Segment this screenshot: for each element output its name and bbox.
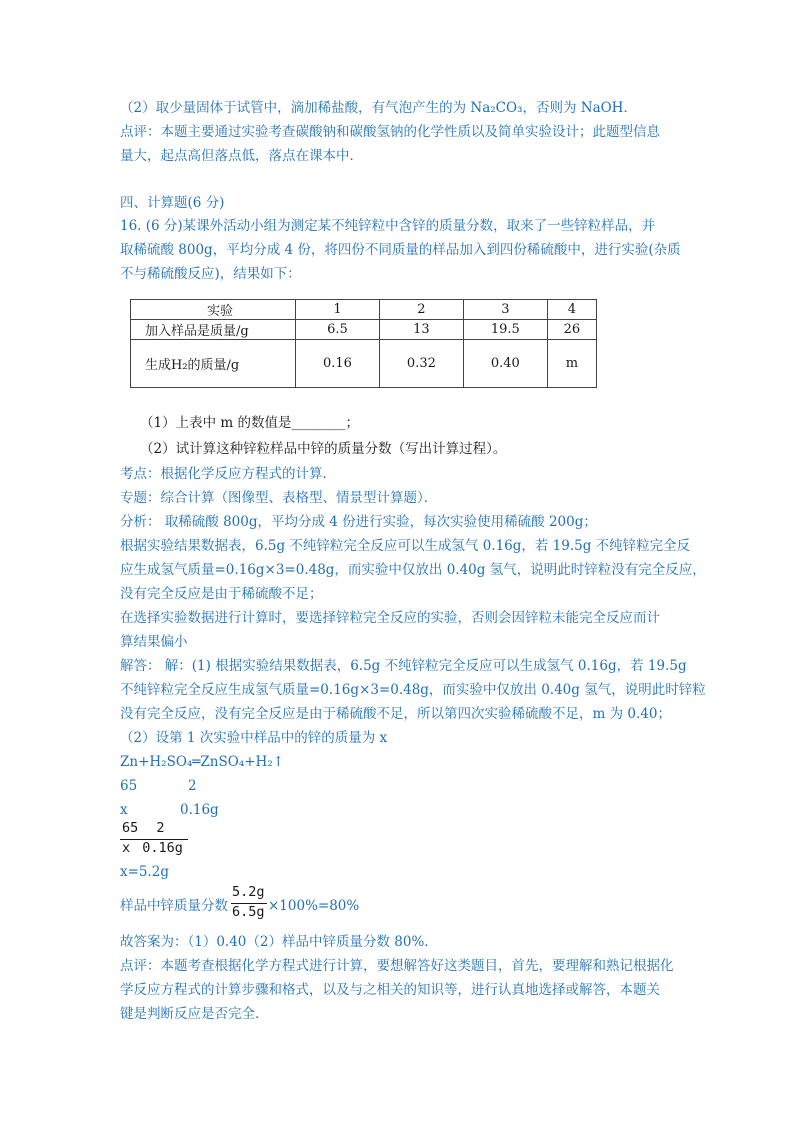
table-cell: 26 [547, 320, 596, 340]
knowledge-point: 考点：根据化学反应方程式的计算． [120, 466, 336, 482]
table-cell: 13 [379, 320, 463, 340]
analysis-line: 没有完全反应是由于稀硫酸不足； [120, 586, 323, 602]
solution-line: 解答： 解：(1) 根据实验结果数据表，6.5g 不纯锌粒完全反应可以生成氢气 0.16g，若 19.5g [120, 658, 687, 674]
question-line: 取稀硫酸 800g，平均分成 4 份，将四份不同质量的样品加入到四份稀硫酸中，进行实验(杂质 [120, 242, 681, 258]
table-header-cell: 2 [379, 300, 463, 320]
table-cell: 0.40 [463, 340, 547, 388]
table-row [131, 340, 597, 388]
ratio-value: x [120, 802, 128, 818]
table-cell: 生成H₂的质量/g [131, 340, 296, 388]
text-line: （2）取少量固体于试管中，滴加稀盐酸，有气泡产生的为 Na₂CO₃，否则为 NaOH． [120, 100, 637, 116]
table-header-cell: 实验 [131, 300, 296, 320]
table-cell: 加入样品是质量/g [131, 320, 296, 340]
analysis-line: 应生成氢气质量=0.16g×3=0.48g，而实验中仅放出 0.40g 氢气，说明此时锌粒没有完全反应， [120, 562, 706, 578]
results-table [130, 299, 597, 388]
table-cell: 0.32 [379, 340, 463, 388]
text-line: 量大，起点高但落点低，落点在课本中． [120, 148, 363, 164]
proportion-fraction [120, 820, 192, 860]
table-cell: 0.16 [296, 340, 380, 388]
comment-line: 学反应方程式的计算步骤和格式，以及与之相关的知识等，进行认真地选择或解答，本题关 [120, 982, 660, 998]
question-line: 不与稀硫酸反应)，结果如下： [120, 266, 301, 282]
percent-fraction [231, 884, 267, 924]
ratio-value: 0.16g [180, 802, 219, 818]
table-header-row [131, 300, 597, 320]
comment-line: 点评：本题考查根据化学方程式进行计算，要想解答好这类题目，首先，要理解和熟记根据化 [120, 958, 674, 974]
table-header-cell: 1 [296, 300, 380, 320]
percent-suffix: ×100%=80% [268, 898, 360, 914]
topic: 专题：综合计算（图像型、表格型、情景型计算题）． [120, 490, 438, 506]
ratio-value: 2 [188, 778, 197, 794]
sub-question: （1）上表中 m 的数值是________； [140, 415, 359, 431]
solution-line: （2）设第 1 次实验中样品中的锌的质量为 x [120, 730, 388, 746]
fraction-denominator: x 0.16g [122, 840, 183, 856]
fraction-numerator: 5.2g [232, 884, 265, 900]
chemical-equation: Zn+H₂SO₄═ZnSO₄+H₂↑ [120, 754, 285, 770]
solution-line: 不纯锌粒完全反应生成氢气质量=0.16g×3=0.48g，而实验中仅放出 0.40g 氢气，说明此时锌粒 [120, 682, 706, 698]
fraction-numerator: 65 2 [122, 820, 165, 836]
text-line: 点评：本题主要通过实验考查碳酸钠和碳酸氢钠的化学性质以及简单实验设计；此题型信息 [120, 124, 660, 140]
analysis-line: 根据实验结果数据表，6.5g 不纯锌粒完全反应可以生成氢气 0.16g，若 19.5g 不纯锌粒完全反 [120, 538, 691, 554]
table-cell: 19.5 [463, 320, 547, 340]
analysis-line: 算结果偏小 [120, 634, 188, 650]
sub-question: （2）试计算这种锌粒样品中锌的质量分数（写出计算过程）。 [140, 441, 507, 457]
section-title: 四、计算题(6 分) [120, 195, 225, 211]
ratio-value: 65 [120, 778, 138, 794]
table-header-cell: 4 [547, 300, 596, 320]
comment-line: 键是判断反应是否完全． [120, 1006, 269, 1022]
table-header-cell: 3 [463, 300, 547, 320]
question-line: 16. (6 分)某课外活动小组为测定某不纯锌粒中含锌的质量分数，取来了一些锌粒样品，并 [120, 218, 656, 234]
analysis-line: 在选择实验数据进行计算时，要选择锌粒完全反应的实验，否则会因锌粒未能完全反应而计 [120, 610, 660, 626]
table-row [131, 320, 597, 340]
answer-line: 故答案为：（1）0.40（2）样品中锌质量分数 80%． [120, 934, 438, 950]
table-cell: 6.5 [296, 320, 380, 340]
table-cell: m [547, 340, 596, 388]
fraction-denominator: 6.5g [232, 904, 265, 920]
percent-prefix: 样品中锌质量分数 [120, 898, 228, 914]
analysis-line: 分析： 取稀硫酸 800g，平均分成 4 份进行实验，每次实验使用稀硫酸 200g； [120, 514, 597, 530]
solution-line: 没有完全反应，没有完全反应是由于稀硫酸不足，所以第四次实验稀硫酸不足，m 为 0.40； [120, 706, 671, 722]
result-line: x=5.2g [120, 864, 170, 880]
